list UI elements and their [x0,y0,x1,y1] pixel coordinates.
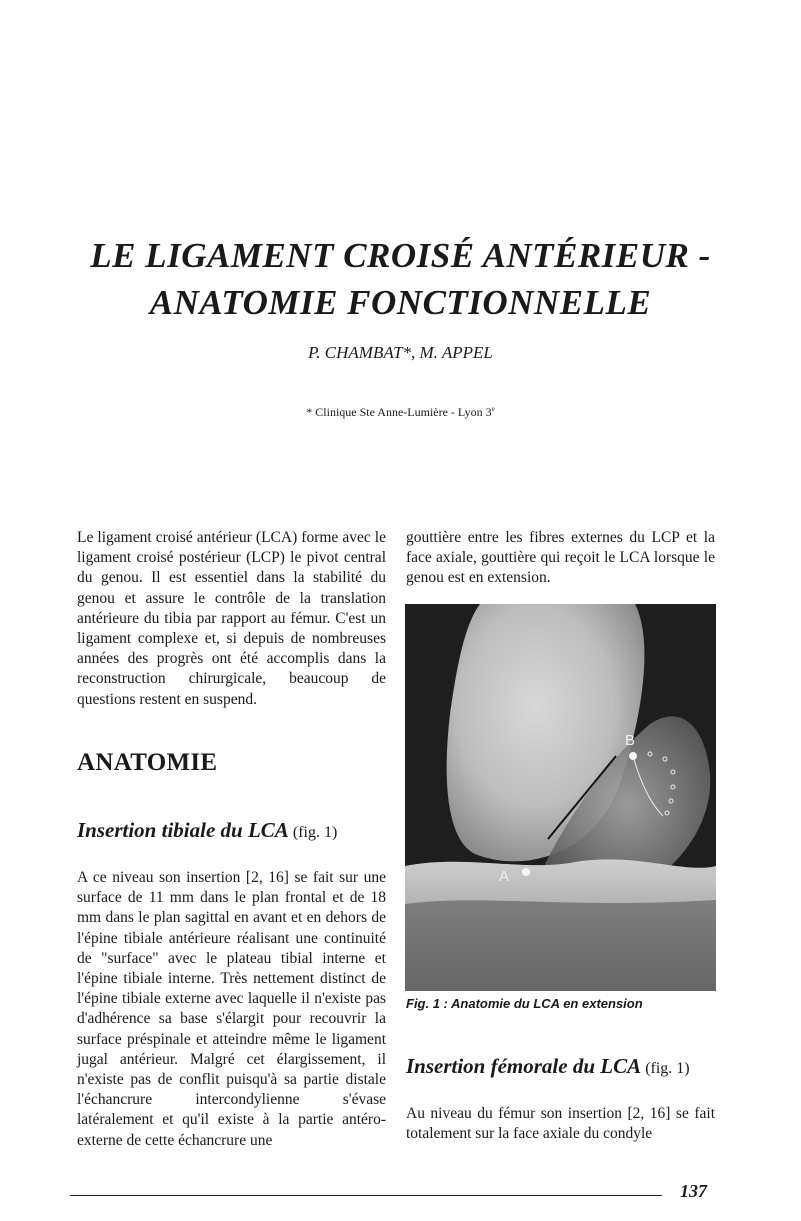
footer-rule [70,1195,662,1196]
figure-1-knee-photo [405,604,716,991]
section-heading-anatomie: ANATOMIE [77,749,218,776]
paper-title-line-2: ANATOMIE FONCTIONNELLE [149,283,652,322]
femoral-paragraph: Au niveau du fémur son insertion [2, 16] se fait totalement sur la face axiale du condyle [406,1105,715,1143]
page-number: 137 [680,1181,707,1201]
subsection-heading-femoral: Insertion fémorale du LCA (fig. 1) [406,1054,690,1078]
intro-paragraph: Le ligament croisé antérieur (LCA) forme avec le ligament croisé postérieur (LCP) le pivot central du genou. Il est essentiel dans la stabilité du genou et assure le contrôle de la translation antérieure du tibia par rapport au fémur. C'est un ligament complexe et, si depuis de nombreuses années des progrès ont été accomplis dans la reconstruction chirurgicale, beaucoup de questions restent en suspend. [77,529,386,708]
figure-label-b: B [625,732,636,749]
subsection-heading-tibial: Insertion tibiale du LCA (fig. 1) [77,818,338,842]
authors: P. CHAMBAT*, M. APPEL [308,343,493,362]
figure-caption: Fig. 1 : Anatomie du LCA en extension [406,996,643,1011]
affiliation: * Clinique Ste Anne-Lumière - Lyon 3e [306,405,495,419]
figure-label-a: A [499,868,510,885]
right-top-paragraph: gouttière entre les fibres externes du LCP et la face axiale, gouttière qui reçoit le LCA lorsque le genou est en extension. [406,529,715,587]
paper-title-line-1: LE LIGAMENT CROISÉ ANTÉRIEUR - [90,236,711,275]
tibial-paragraph: A ce niveau son insertion [2, 16] se fait sur une surface de 11 mm dans le plan frontal et de 18 mm dans le plan sagittal en avant et en dehors de l'épine tibiale antérieure réalisant une continuité de "surface" avec le plateau tibial interne et l'épine tibiale interne. Très nettement distinct de l'épine tibiale externe avec laquelle il n'existe pas d'adhérence sa base s'élargit pour recouvrir la surface préspinale et atteindre même le ligament jugal antérieur. Malgré cet élargissement, il n'existe pas de conflit puisqu'à sa partie distale l'échancrure intercondylienne s'évase latéralement et qu'il existe à la partie antéro-externe de cette échancrure une [77,869,386,1149]
